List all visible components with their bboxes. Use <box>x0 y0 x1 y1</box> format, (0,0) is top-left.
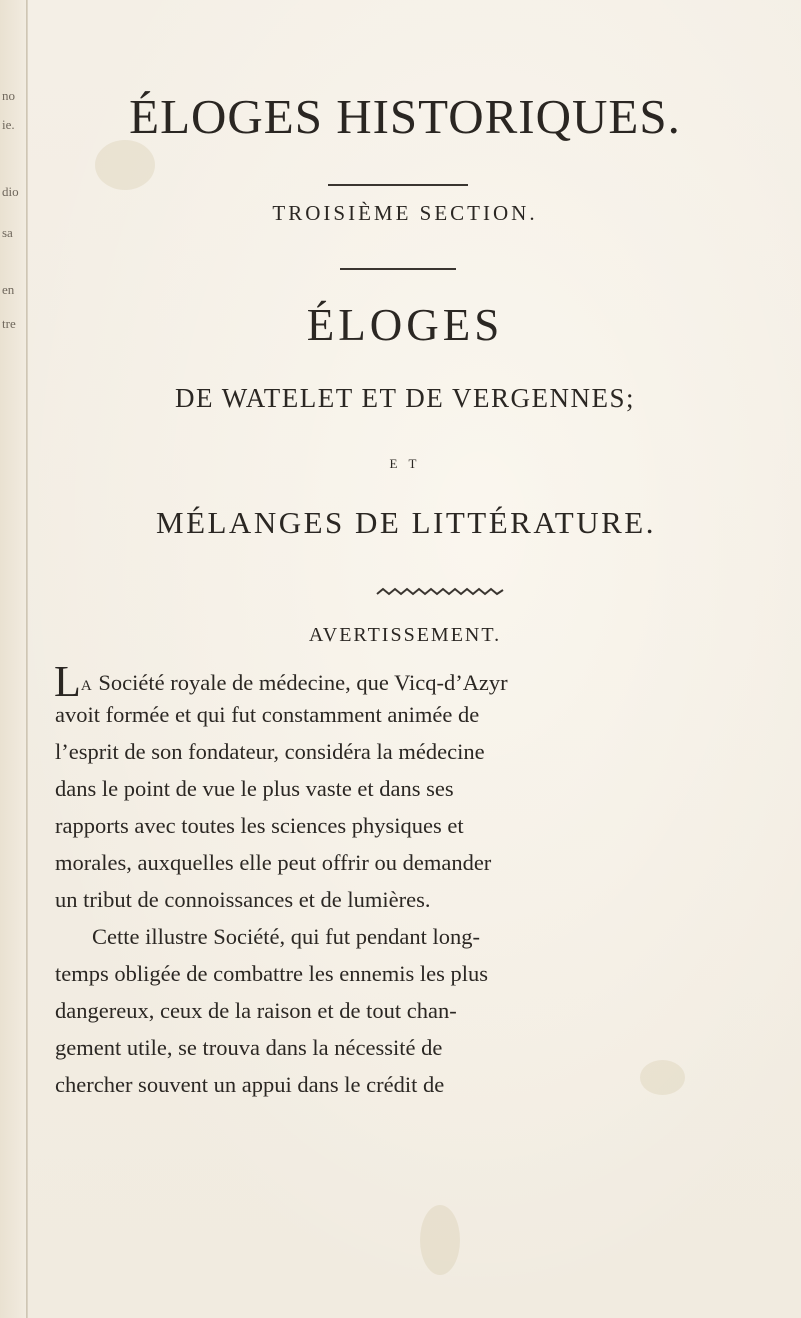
paper-stain <box>640 1060 685 1095</box>
paper-stain <box>420 1205 460 1275</box>
wave-ornament <box>375 586 505 598</box>
text-line-5: rapports avec toutes les sciences physiques et <box>55 813 464 838</box>
gutter-fragment: sa <box>2 225 13 240</box>
et-conjunction: E T <box>389 456 421 471</box>
gutter-fragment: ie. <box>2 117 15 132</box>
text-line-10: dangereux, ceux de la raison et de tout chan- <box>55 998 457 1023</box>
text-line-11: gement utile, se trouva dans la nécessité de <box>55 1035 443 1060</box>
small-caps: A <box>80 678 93 694</box>
text-line-3: l’esprit de son fondateur, considéra la médecine <box>55 739 485 764</box>
gutter-fragment: tre <box>2 316 16 331</box>
drop-cap: L <box>54 657 81 706</box>
eloges-heading: ÉLOGES <box>306 300 504 350</box>
section-rule-bottom <box>340 268 456 270</box>
text-line-1 <box>54 657 508 706</box>
section-heading: TROISIÈME SECTION. <box>272 201 538 225</box>
paper-stain <box>95 140 155 190</box>
first-line-text: Société royale de médecine, que Vicq-d’Azyr <box>92 670 508 695</box>
text-line-12: chercher souvent un appui dans le crédit de <box>55 1072 445 1097</box>
text-line-2: avoit formée et qui fut constamment animée de <box>55 702 480 727</box>
text-line-6: morales, auxquelles elle peut offrir ou demander <box>55 850 492 875</box>
text-line-9: temps obligée de combattre les ennemis les plus <box>55 961 489 986</box>
gutter-fragment: no <box>2 88 15 103</box>
text-line-4: dans le point de vue le plus vaste et dans ses <box>55 776 454 801</box>
title-rule-top <box>328 184 468 186</box>
avertissement-heading: AVERTISSEMENT. <box>308 624 502 646</box>
gutter-fragment: dio <box>2 184 19 199</box>
melanges-heading: MÉLANGES DE LITTÉRATURE. <box>156 505 656 540</box>
main-title: ÉLOGES HISTORIQUES. <box>129 89 681 144</box>
text-line-8: Cette illustre Société, qui fut pendant long- <box>92 924 481 949</box>
gutter-edge-line <box>26 0 28 1318</box>
gutter-fragment: en <box>2 282 15 297</box>
text-line-7: un tribut de connoissances et de lumières. <box>55 887 431 912</box>
subtitle-heading: DE WATELET ET DE VERGENNES; <box>175 383 635 413</box>
